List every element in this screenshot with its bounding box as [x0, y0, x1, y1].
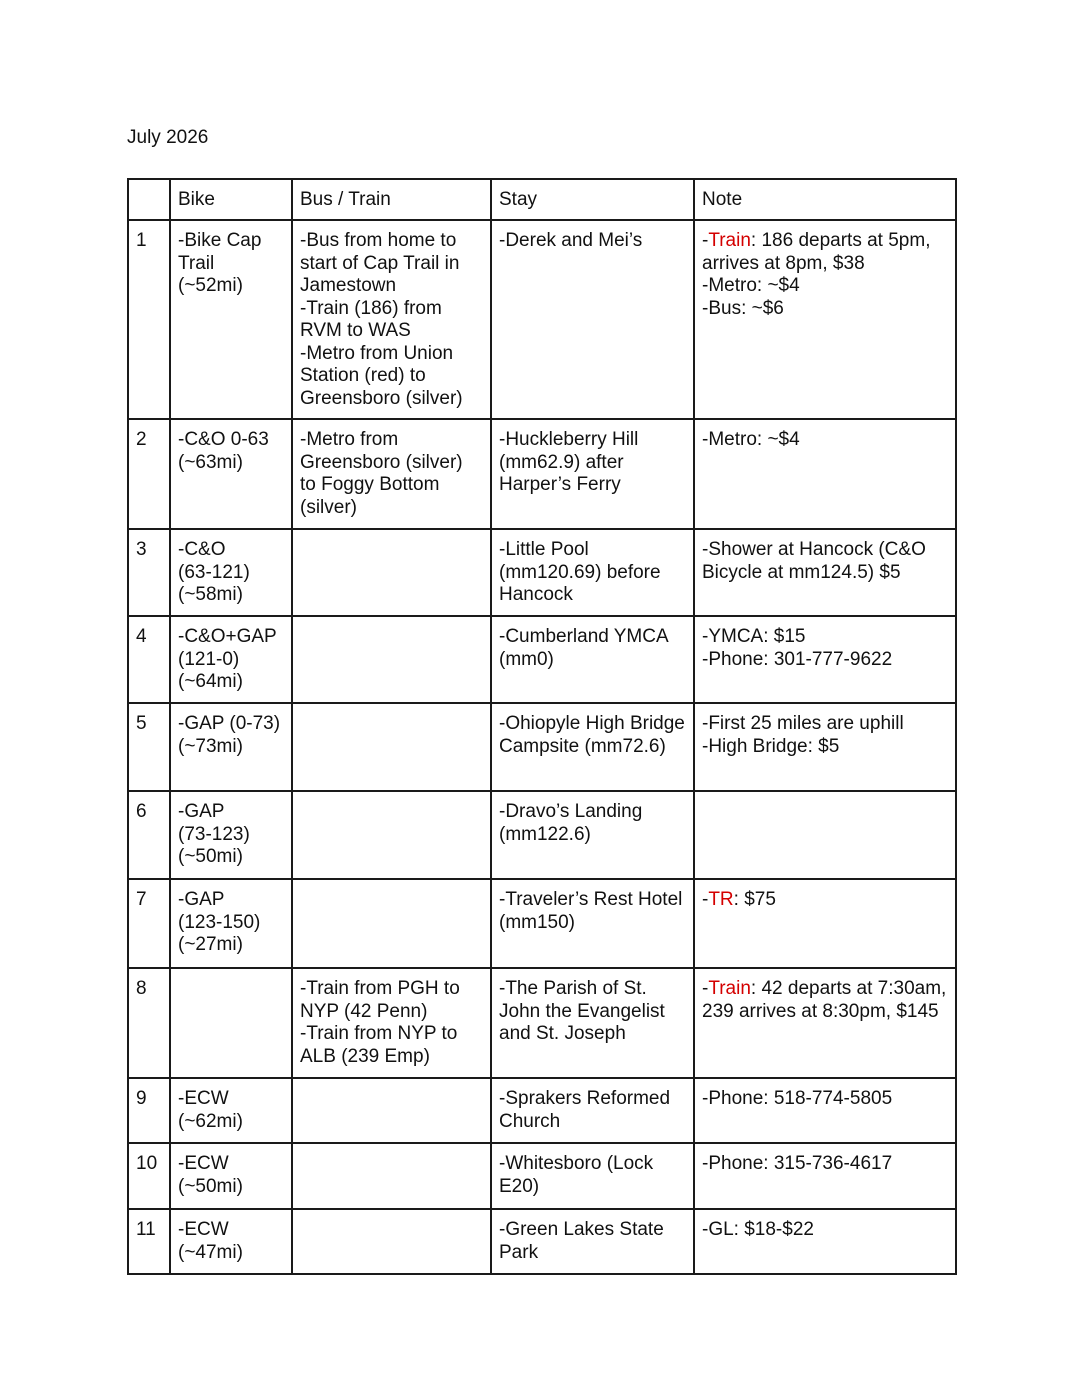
day-cell: 4	[128, 616, 170, 703]
day-cell: 1	[128, 220, 170, 419]
day-cell: 2	[128, 419, 170, 529]
note-text: -Shower at Hancock (C&O Bicycle at mm124.5) $5	[702, 539, 926, 583]
stay-cell: -Derek and Mei’s	[491, 220, 694, 419]
header-bus-train: Bus / Train	[292, 179, 491, 220]
bike-cell: -Bike Cap Trail (~52mi)	[170, 220, 292, 419]
note-text: -Metro: ~$4	[702, 429, 800, 450]
day-cell: 11	[128, 1209, 170, 1274]
header-note: Note	[694, 179, 956, 220]
day-cell: 3	[128, 529, 170, 616]
bus-train-cell: -Metro from Greensboro (silver) to Foggy Bottom (silver)	[292, 419, 491, 529]
table-row	[128, 1143, 956, 1209]
bike-cell: -ECW (~47mi)	[170, 1209, 292, 1274]
note-text: : 186 departs at 5pm, arrives at 8pm, $38 -Metro: ~$4 -Bus: ~$6	[702, 230, 931, 319]
table-header-row	[128, 179, 956, 220]
table-row	[128, 879, 956, 968]
itinerary-table	[127, 178, 957, 1275]
bus-train-cell: -Bus from home to start of Cap Trail in Jamestown -Train (186) from RVM to WAS -Metro from Union Station (red) to Greensboro (silver)	[292, 220, 491, 419]
stay-cell: -Traveler’s Rest Hotel (mm150)	[491, 879, 694, 968]
bus-train-cell	[292, 1078, 491, 1143]
stay-cell: -Little Pool (mm120.69) before Hancock	[491, 529, 694, 616]
day-cell: 9	[128, 1078, 170, 1143]
note-prefix: -	[702, 889, 709, 910]
header-bike: Bike	[170, 179, 292, 220]
bike-cell: -C&O (63-121) (~58mi)	[170, 529, 292, 616]
note-prefix: -	[702, 230, 709, 251]
header-stay: Stay	[491, 179, 694, 220]
document-title: July 2026	[127, 127, 209, 148]
day-cell: 7	[128, 879, 170, 968]
note-cell	[694, 791, 956, 879]
note-cell	[694, 419, 956, 529]
note-cell	[694, 1143, 956, 1209]
note-text: : 42 departs at 7:30am, 239 arrives at 8:30pm, $145	[702, 978, 947, 1022]
note-cell	[694, 529, 956, 616]
note-cell	[694, 220, 956, 419]
table-row	[128, 529, 956, 616]
table-row	[128, 419, 956, 529]
bike-cell: -C&O+GAP (121-0) (~64mi)	[170, 616, 292, 703]
bike-cell: -GAP (123-150) (~27mi)	[170, 879, 292, 968]
bus-train-cell	[292, 529, 491, 616]
note-cell	[694, 1078, 956, 1143]
day-cell: 5	[128, 703, 170, 791]
bus-train-cell	[292, 791, 491, 879]
stay-cell: -Whitesboro (Lock E20)	[491, 1143, 694, 1209]
note-text: -Phone: 518-774-5805	[702, 1088, 893, 1109]
table-row	[128, 1209, 956, 1274]
stay-cell: -Sprakers Reformed Church	[491, 1078, 694, 1143]
bike-cell: -GAP (73-123) (~50mi)	[170, 791, 292, 879]
note-text: : $75	[733, 889, 776, 910]
note-text: -First 25 miles are uphill -High Bridge: $5	[702, 713, 904, 757]
stay-cell: -Huckleberry Hill (mm62.9) after Harper’s Ferry	[491, 419, 694, 529]
bike-cell: -C&O 0-63 (~63mi)	[170, 419, 292, 529]
stay-cell: -Ohiopyle High Bridge Campsite (mm72.6)	[491, 703, 694, 791]
table-row	[128, 220, 956, 419]
day-cell: 8	[128, 968, 170, 1078]
bike-cell: -GAP (0-73) (~73mi)	[170, 703, 292, 791]
bike-cell: -ECW (~50mi)	[170, 1143, 292, 1209]
table-row	[128, 968, 956, 1078]
bus-train-cell	[292, 1209, 491, 1274]
stay-cell: -Cumberland YMCA (mm0)	[491, 616, 694, 703]
note-text: -YMCA: $15 -Phone: 301-777-9622	[702, 626, 893, 670]
note-cell	[694, 1209, 956, 1274]
note-cell	[694, 968, 956, 1078]
table-row	[128, 616, 956, 703]
note-text: -Phone: 315-736-4617	[702, 1153, 893, 1174]
table-row	[128, 791, 956, 879]
stay-cell: -The Parish of St. John the Evangelist and St. Joseph	[491, 968, 694, 1078]
header-day	[128, 179, 170, 220]
note-highlight: Train	[708, 230, 751, 251]
note-cell	[694, 879, 956, 968]
note-highlight: Train	[708, 978, 751, 999]
bike-cell: -ECW (~62mi)	[170, 1078, 292, 1143]
note-text: -GL: $18-$22	[702, 1219, 814, 1240]
stay-cell: -Dravo’s Landing (mm122.6)	[491, 791, 694, 879]
table-row	[128, 1078, 956, 1143]
note-cell	[694, 703, 956, 791]
day-cell: 10	[128, 1143, 170, 1209]
bus-train-cell	[292, 703, 491, 791]
stay-cell: -Green Lakes State Park	[491, 1209, 694, 1274]
bus-train-cell: -Train from PGH to NYP (42 Penn) -Train from NYP to ALB (239 Emp)	[292, 968, 491, 1078]
bus-train-cell	[292, 879, 491, 968]
bus-train-cell	[292, 616, 491, 703]
note-highlight: TR	[708, 889, 734, 910]
table-row	[128, 703, 956, 791]
bike-cell	[170, 968, 292, 1078]
bus-train-cell	[292, 1143, 491, 1209]
note-prefix: -	[702, 978, 709, 999]
day-cell: 6	[128, 791, 170, 879]
note-cell	[694, 616, 956, 703]
